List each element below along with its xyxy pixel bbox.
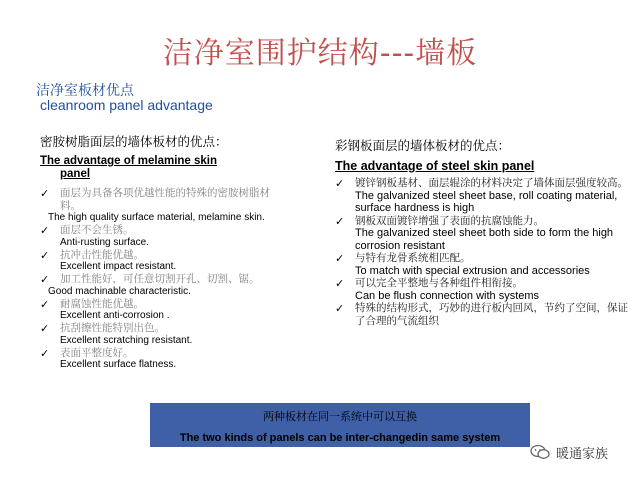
item-english: The high quality surface material, melamine skin. <box>48 212 265 223</box>
melamine-heading-english-line2: panel <box>60 168 91 180</box>
subtitle-english: cleanroom panel advantage <box>40 97 213 113</box>
list-item <box>335 252 635 277</box>
checkmark-bullet-icon: ✓ <box>335 214 345 228</box>
banner-chinese: 两种板材在同一系统中可以互换 <box>263 410 417 423</box>
page-title: 洁净室围护结构---墙板 <box>162 36 478 71</box>
item-chinese: 耐腐蚀性能优越。 <box>60 297 144 310</box>
list-item <box>40 347 280 372</box>
item-english: Excellent surface flatness. <box>60 359 177 370</box>
steel-heading-chinese: 彩钢板面层的墙体板材的优点： <box>335 138 511 153</box>
item-english: To match with special extrusion and accessories <box>355 264 590 277</box>
item-english: Excellent impact resistant. <box>60 261 177 272</box>
item-chinese: 加工性能好，可任意切割开孔、切割、锯。 <box>60 273 260 285</box>
item-english: Good machinable characteristic. <box>48 285 191 297</box>
list-item <box>40 322 280 347</box>
melamine-advantage-list <box>40 187 280 371</box>
list-item <box>40 187 280 224</box>
melamine-heading-chinese: 密胺树脂面层的墙体板材的优点： <box>40 134 228 149</box>
watermark <box>530 440 608 464</box>
melamine-heading-english-line1: The advantage of melamine skin <box>40 155 218 167</box>
list-item <box>40 298 280 323</box>
item-english: Can be flush connection with systems <box>355 289 540 302</box>
list-item <box>335 177 635 215</box>
checkmark-bullet-icon: ✓ <box>40 322 50 335</box>
subtitle-chinese: 洁净室板材优点 <box>36 83 134 99</box>
item-chinese: 表面平整度好。 <box>60 346 134 359</box>
checkmark-bullet-icon: ✓ <box>335 302 345 315</box>
steel-heading-english: The advantage of steel skin panel <box>335 159 535 173</box>
item-chinese: 面层不会生锈。 <box>60 224 134 236</box>
list-item <box>40 249 280 274</box>
wechat-icon <box>530 444 550 460</box>
watermark-text: 暖通家族 <box>556 446 609 462</box>
list-item <box>335 277 635 302</box>
checkmark-bullet-icon: ✓ <box>40 224 50 237</box>
checkmark-bullet-icon: ✓ <box>40 346 50 360</box>
item-chinese: 抗冲击性能优越。 <box>60 248 144 261</box>
checkmark-bullet-icon: ✓ <box>40 248 50 262</box>
checkmark-bullet-icon: ✓ <box>335 277 345 290</box>
list-item <box>40 224 280 249</box>
list-item <box>335 302 635 327</box>
item-chinese: 钢板双面镀锌增强了表面的抗腐蚀能力。 <box>355 214 544 227</box>
item-english: The galvanized steel sheet base, roll coating material, surface hardness is high <box>355 189 618 214</box>
checkmark-bullet-icon: ✓ <box>335 252 345 265</box>
list-item <box>40 273 280 298</box>
item-english: The galvanized steel sheet both side to form the high corrosion resistant <box>355 227 614 252</box>
item-english: Excellent scratching resistant. <box>60 334 193 346</box>
steel-panel-section <box>335 136 635 327</box>
item-chinese: 与特有龙骨系统相匹配。 <box>355 252 471 264</box>
item-chinese: 可以完全平整地与各种组件相衔接。 <box>355 277 523 289</box>
item-english: Excellent anti-corrosion . <box>60 310 170 321</box>
banner-english: The two kinds of panels can be inter-changedin same system <box>179 432 501 444</box>
melamine-panel-section <box>40 132 280 371</box>
list-item <box>335 215 635 253</box>
item-english: Anti-rusting surface. <box>60 236 149 248</box>
steel-advantage-list <box>335 177 635 327</box>
item-chinese: 镀锌钢板基材、面层辊涂的材料决定了墙体面层强度较高。 <box>355 177 628 189</box>
item-chinese: 面层为具备各项优越性能的特殊的密胺树脂材料。 <box>60 187 270 212</box>
checkmark-bullet-icon: ✓ <box>335 177 345 190</box>
interchange-banner <box>150 403 530 447</box>
item-chinese: 特殊的结构形式，巧妙的进行板内回风，节约了空间，保证了合理的气流组织 <box>355 302 628 327</box>
checkmark-bullet-icon: ✓ <box>40 187 50 200</box>
item-chinese: 抗刮擦性能特别出色。 <box>60 322 165 334</box>
checkmark-bullet-icon: ✓ <box>40 297 50 311</box>
checkmark-bullet-icon: ✓ <box>40 273 50 286</box>
